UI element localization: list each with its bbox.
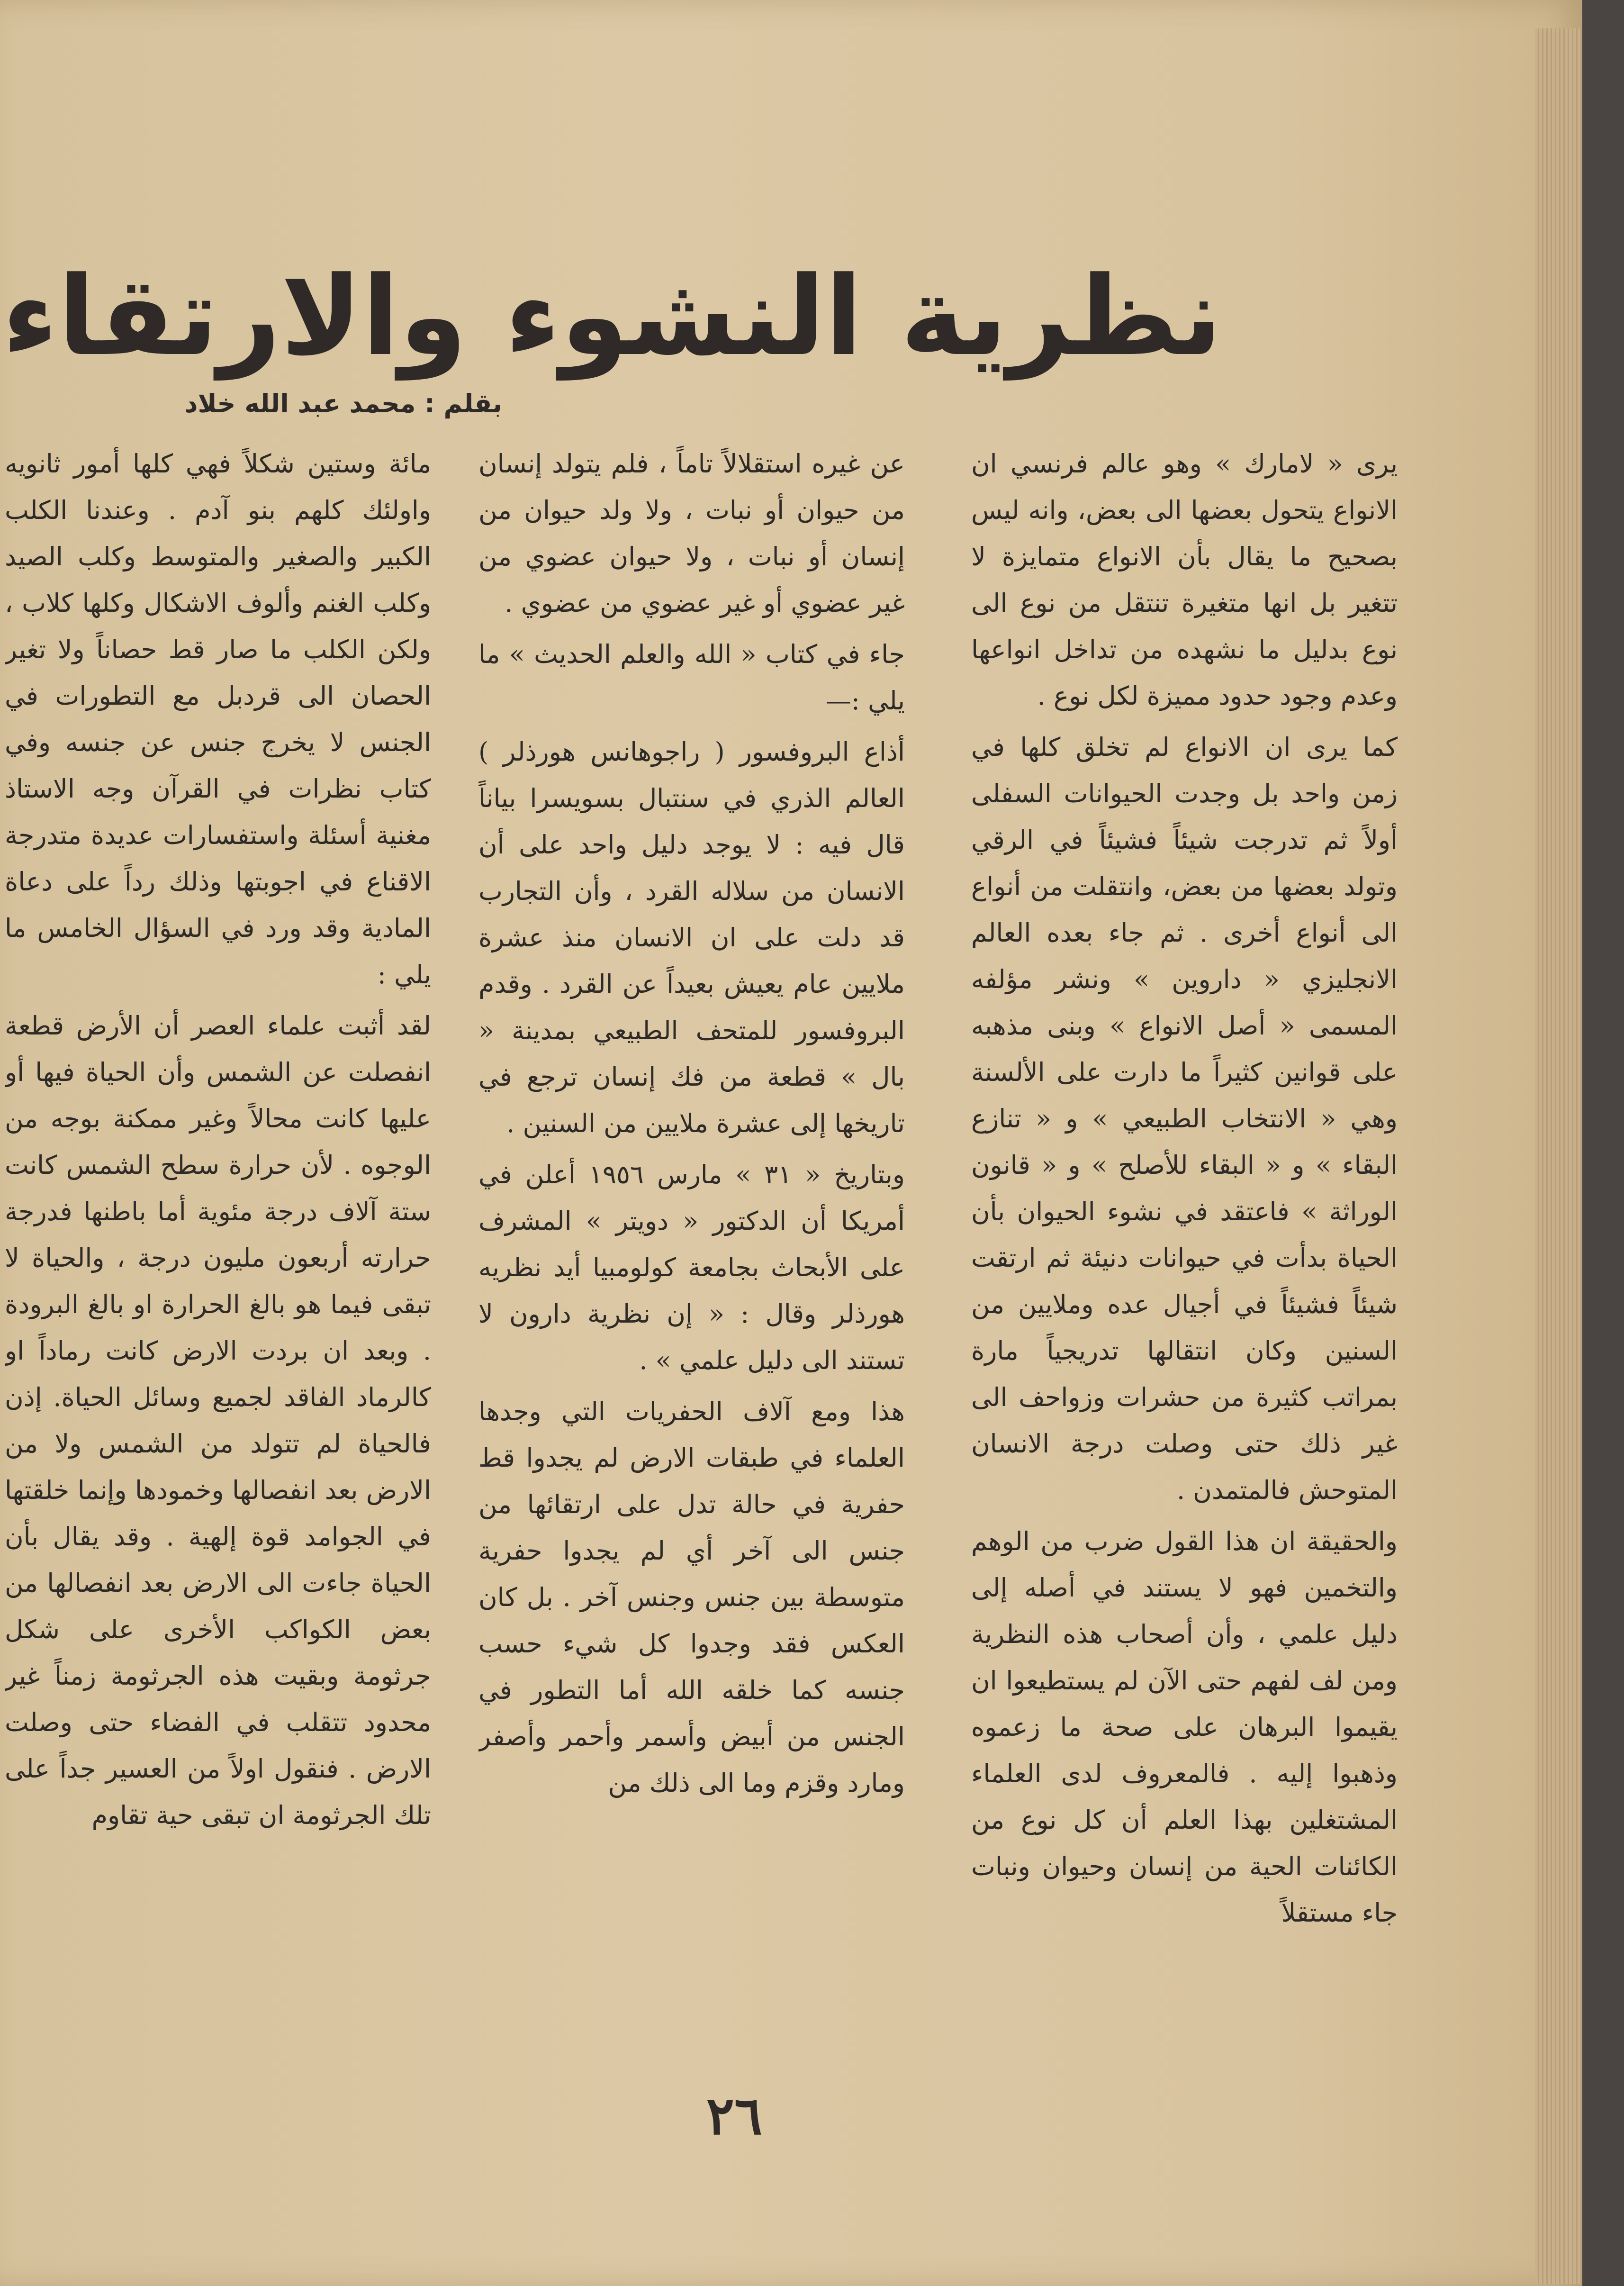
paragraph: أذاع البروفسور ( راجوهانس هورذلر ) العالم الذري في سنتبال بسويسرا بياناً قال فيه : لا يوجد دليل واحد على أن الانسان من سلاله القرد ، وأن التجارب قد دلت على ان الانسان منذ عشرة ملايين عام يعيش بعيداً عن القرد . وقدم البروفسور للمتحف الطبيعي بمدينة « بال » قطعة من فك إنسان ترجع في تاريخها إلى عشرة ملايين من السنين .	[478, 737, 905, 1138]
paragraph: جاء في كتاب « الله والعلم الحديث » ما يلي :—	[478, 639, 905, 716]
paragraph: وبتاريخ « ٣١ » مارس ١٩٥٦ أعلن في أمريكا أن الدكتور « دويتر » المشرف على الأبحاث بجامعة كولومبيا أيد نظريه هورذلر وقال : « إن نظرية دارون لا تستند الى دليل علمي » .	[478, 1160, 905, 1375]
page-number: ٢٦	[706, 2085, 763, 2146]
paragraph: مائة وستين شكلاً فهي كلها أمور ثانويه واولئك كلهم بنو آدم . وعندنا الكلب الكبير والصغير والمتوسط وكلب الصيد وكلب الغنم وألوف الاشكال وكلها كلاب ، ولكن الكلب ما صار قط حصاناً ولا تغير الحصان الى قردبل مع التطورات في الجنس لا يخرج جنس عن جنسه وفي كتاب نظرات في القرآن وجه الاستاذ مغنية أسئلة واستفسارات عديدة متدرجة الاقناع في اجوبتها وذلك رداً على دعاة المادية وقد ورد في السؤال الخامس ما يلي :	[5, 449, 431, 989]
text-column-right	[971, 441, 1398, 2038]
article-byline: بقلم : محمد عبد الله خلاد	[184, 389, 502, 418]
paragraph: كما يرى ان الانواع لم تخلق كلها في زمن واحد بل وجدت الحيوانات السفلى أولاً ثم تدرجت شيئاً فشيئاً في الرقي وتولد بعضها من بعض، وانتقلت من أنواع الى أنواع أخرى . ثم جاء بعده العالم الانجليزي « داروين » ونشر مؤلفه المسمى « أصل الانواع » وبنى مذهبه على قوانين كثيراً ما دارت على الألسنة وهي « الانتخاب الطبيعي » و « تنازع البقاء » و « البقاء للأصلح » و « قانون الوراثة » فاعتقد في نشوء الحيوان بأن الحياة بدأت في حيوانات دنيئة ثم ارتقت شيئاً فشيئاً في أجيال عده وملايين من السنين وكان انتقالها تدريجياً مارة بمراتب كثيرة من حشرات وزواحف الى غير ذلك حتى وصلت درجة الانسان المتوحش فالمتمدن .	[971, 732, 1398, 1505]
paragraph: والحقيقة ان هذا القول ضرب من الوهم والتخمين فهو لا يستند في أصله إلى دليل علمي ، وأن أصحاب هذه النظرية ومن لف لفهم حتى الآن لم يستطيعوا ان يقيموا البرهان على صحة ما زعموه وذهبوا إليه . فالمعروف لدى العلماء المشتغلين بهذا العلم أن كل نوع من الكائنات الحية من إنسان وحيوان ونبات جاء مستقلاً	[971, 1526, 1398, 1928]
text-column-middle	[478, 441, 905, 2038]
article-title: نظرية النشوء والارتقاء	[2, 254, 1222, 381]
text-column-left	[5, 441, 431, 2038]
paragraph: هذا ومع آلاف الحفريات التي وجدها العلماء في طبقات الارض لم يجدوا قط حفرية في حالة تدل على ارتقائها من جنس الى آخر أي لم يجدوا حفرية متوسطة بين جنس وجنس آخر . بل كان العكس فقد وجدوا كل شيء حسب جنسه كما خلقه الله أما التطور في الجنس من أبيض وأسمر وأحمر وأصفر ومارد وقزم وما الى ذلك من	[478, 1397, 905, 1798]
page-edges	[1535, 28, 1582, 2284]
paragraph: يرى « لامارك » وهو عالم فرنسي ان الانواع يتحول بعضها الى بعض، وانه ليس بصحيح ما يقال بأن الانواع متمايزة لا تتغير بل انها متغيرة تنتقل من نوع الى نوع بدليل ما نشهده من تداخل انواعها وعدم وجود حدود مميزة لكل نوع .	[971, 449, 1398, 711]
paragraph: عن غيره استقلالاً تاماً ، فلم يتولد إنسان من حيوان أو نبات ، ولا ولد حيوان من إنسان أو نبات ، ولا حيوان عضوي من غير عضوي أو غير عضوي من عضوي .	[478, 449, 905, 618]
paragraph: لقد أثبت علماء العصر أن الأرض قطعة انفصلت عن الشمس وأن الحياة فيها أو عليها كانت محالاً وغير ممكنة بوجه من الوجوه . لأن حرارة سطح الشمس كانت ستة آلاف درجة مئوية أما باطنها فدرجة حرارته أربعون مليون درجة ، والحياة لا تبقى فيما هو بالغ الحرارة او بالغ البرودة . وبعد ان بردت الارض كانت رماداً او كالرماد الفاقد لجميع وسائل الحياة. إذن فالحياة لم تتولد من الشمس ولا من الارض بعد انفصالها وخمودها وإنما خلقتها في الجوامد قوة إلهية . وقد يقال بأن الحياة جاءت الى الارض بعد انفصالها من بعض الكواكب الأخرى على شكل جرثومة وبقيت هذه الجرثومة زمناً غير محدود تتقلب في الفضاء حتى وصلت الارض . فنقول اولاً من العسير جداً على تلك الجرثومة ان تبقى حية تقاوم	[5, 1011, 431, 1830]
